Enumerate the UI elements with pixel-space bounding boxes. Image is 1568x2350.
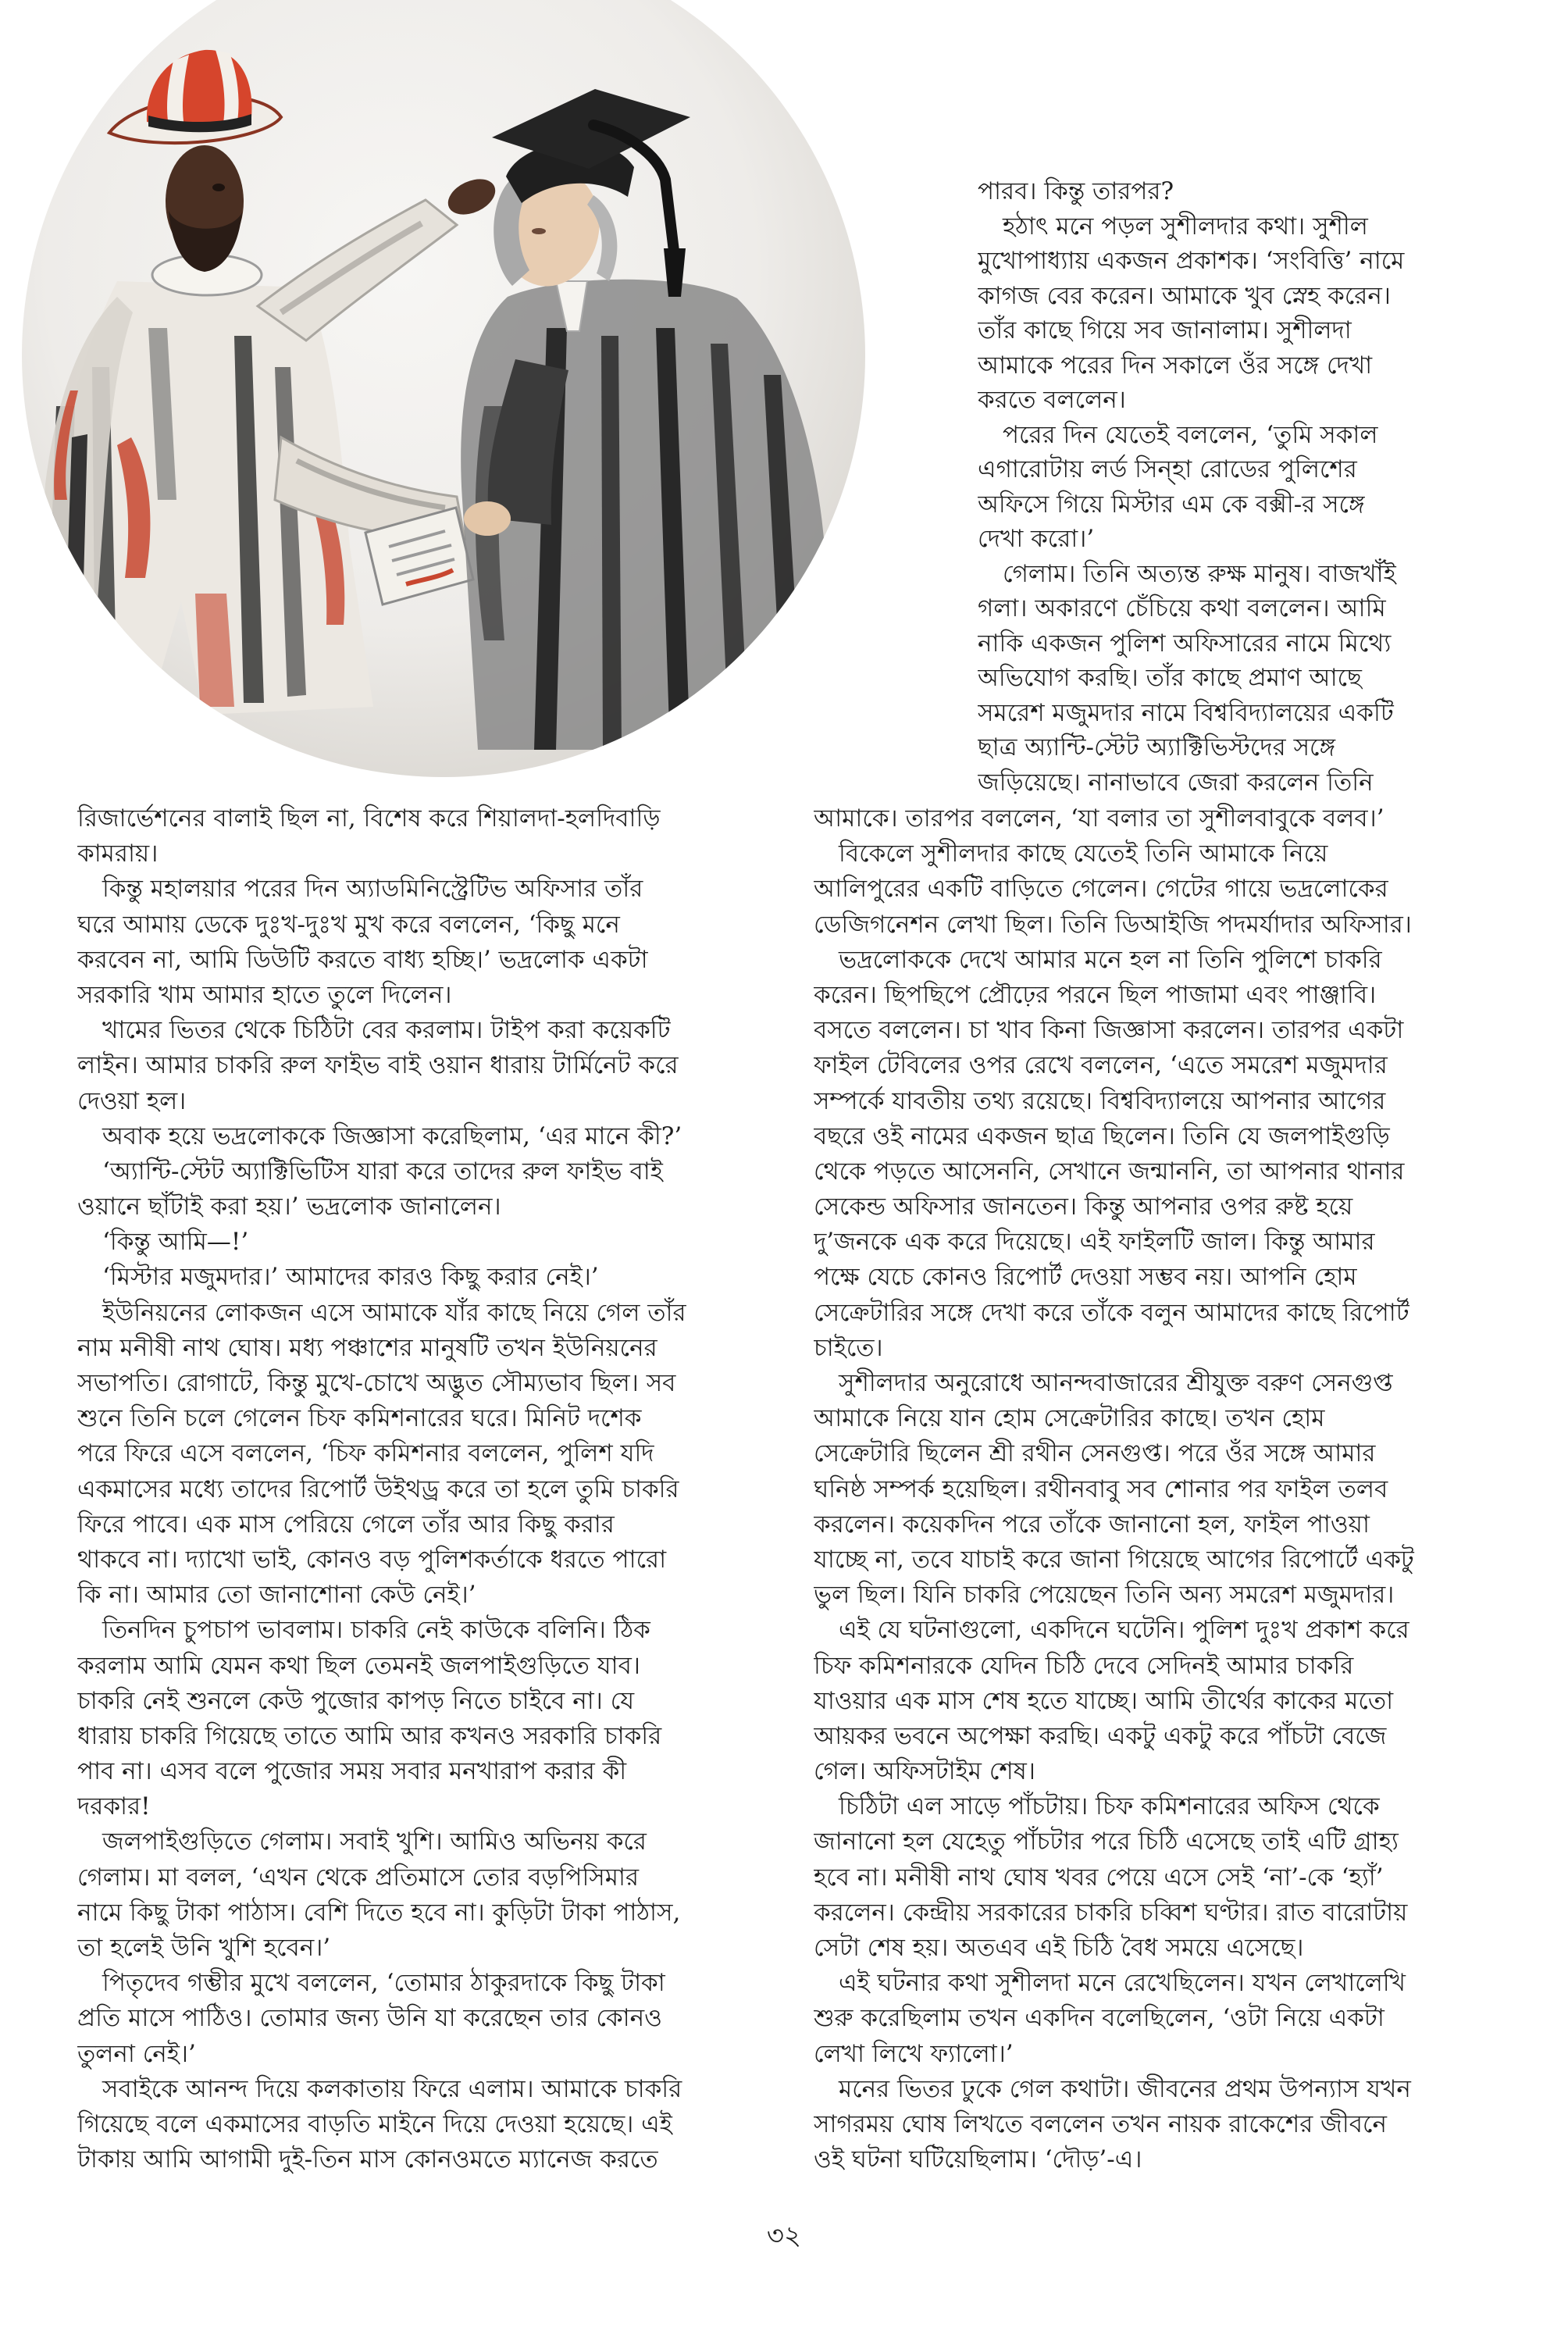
text-line: খামের ভিতর থেকে চিঠিটা বের করলাম। টাইপ করা কয়েকটি bbox=[102, 1016, 671, 1045]
text-line: এগারোটায় লর্ড সিন্‌হা রোডের পুলিশের bbox=[978, 455, 1357, 483]
text-line: সভাপতি। রোগাটে, কিন্তু মুখে-চোখে অদ্ভুত সৌম্যভাব ছিল। সব bbox=[77, 1369, 676, 1397]
text-line: থেকে পড়তে আসেননি, সেখানে জন্মাননি, তা আপনার থানার bbox=[814, 1157, 1405, 1186]
text-line: পাব না। এসব বলে পুজোর সময় সবার মনখারাপ করার কী bbox=[77, 1757, 627, 1786]
text-line: আয়কর ভবনে অপেক্ষা করছি। একটু একটু করে পাঁচটা বেজে bbox=[814, 1721, 1387, 1750]
text-line: রিজার্ভেশনের বালাই ছিল না, বিশেষ করে শিয়ালদা-হলদিবাড়ি bbox=[77, 804, 661, 833]
text-line: চিফ কমিশনারকে যেদিন চিঠি দেবে সেদিনই আমার চাকরি bbox=[814, 1651, 1354, 1680]
text-line: দেওয়া হল। bbox=[77, 1086, 187, 1115]
text-line: মনের ভিতর ঢুকে গেল কথাটা। জীবনের প্রথম উপন্যাস যখন bbox=[839, 2074, 1411, 2103]
text-line: লেখা লিখে ফ্যালো।’ bbox=[814, 2039, 1014, 2068]
text-line: কি না। আমার তো জানাশোনা কেউ নেই।’ bbox=[77, 1581, 476, 1610]
page-number: ৩২ bbox=[766, 2220, 802, 2252]
text-line: ওই ঘটনা ঘটিয়েছিলাম। ‘দৌড়’-এ। bbox=[814, 2145, 1142, 2174]
text-line: করবেন না, আমি ডিউটি করতে বাধ্য হচ্ছি।’ ভদ্রলোক একটা bbox=[77, 945, 648, 974]
text-line: করেন। ছিপছিপে প্রৌঢ়ের পরনে ছিল পাজামা এবং পাঞ্জাবি। bbox=[814, 980, 1377, 1009]
text-line: ইউনিয়নের লোকজন এসে আমাকে যাঁর কাছে নিয়ে গেল তাঁর bbox=[102, 1298, 686, 1327]
text-line: দু’জনকে এক করে দিয়েছে। এই ফাইলটি জাল। কিন্তু আমার bbox=[814, 1228, 1375, 1257]
text-line: পিতৃদেব গম্ভীর মুখে বললেন, ‘তোমার ঠাকুরদাকে কিছু টাকা bbox=[102, 1969, 665, 1998]
text-line: যাওয়ার এক মাস শেষ হতে যাচ্ছে। আমি তীর্থের কাকের মতো bbox=[814, 1686, 1394, 1715]
text-line: শুরু করেছিলাম তখন একদিন বলেছিলেন, ‘ওটা নিয়ে একটা bbox=[814, 2004, 1384, 2033]
text-line: ‘মিস্টার মজুমদার।’ আমাদের কারও কিছু করার নেই।’ bbox=[102, 1263, 599, 1292]
text-line: গেল। অফিসটাইম শেষ। bbox=[814, 1757, 1035, 1786]
text-line: দেখা করো।’ bbox=[978, 525, 1095, 553]
text-line: সম্পর্কে যাবতীয় তথ্য রয়েছে। বিশ্ববিদ্যালয়ে আপনার আগের bbox=[814, 1086, 1386, 1115]
text-line: তিনদিন চুপচাপ ভাবলাম। চাকরি নেই কাউকে বলিনি। ঠিক bbox=[102, 1616, 650, 1645]
text-line: গেলাম। মা বলল, ‘এখন থেকে প্রতিমাসে তোর বড়পিসিমার bbox=[77, 1863, 640, 1892]
text-line: আমাকে পরের দিন সকালে ওঁর সঙ্গে দেখা bbox=[978, 351, 1373, 380]
text-line: যাচ্ছে না, তবে যাচাই করে জানা গিয়েছে আগের রিপোর্টে একটু bbox=[814, 1545, 1414, 1574]
text-line: সমরেশ মজুমদার নামে বিশ্ববিদ্যালয়ের একটি bbox=[978, 698, 1394, 727]
text-line: পক্ষে যেচে কোনও রিপোর্ট দেওয়া সম্ভব নয়। আপনি হোম bbox=[814, 1263, 1357, 1292]
text-line: চাকরি নেই শুনলে কেউ পুজোর কাপড় নিতে চাইবে না। যে bbox=[77, 1686, 635, 1715]
text-line: ভুল ছিল। যিনি চাকরি পেয়েছেন তিনি অন্য সমরেশ মজুমদার। bbox=[814, 1581, 1395, 1610]
text-line: গলা। অকারণে চেঁচিয়ে কথা বললেন। আমি bbox=[978, 594, 1386, 622]
text-line: হবে না। মনীষী নাথ ঘোষ খবর পেয়ে এসে সেই ‘না’-কে ‘হ্যাঁ’ bbox=[814, 1863, 1384, 1892]
text-line: নামে কিছু টাকা পাঠাস। বেশি দিতে হবে না। কুড়িটা টাকা পাঠাস, bbox=[77, 1898, 681, 1927]
text-line: চাইতে। bbox=[814, 1333, 883, 1362]
text-line: করলেন। কয়েকদিন পরে তাঁকে জানানো হল, ফাইল পাওয়া bbox=[814, 1510, 1370, 1539]
text-line: সাগরময় ঘোষ লিখতে বললেন তখন নায়ক রাকেশের জীবনে bbox=[814, 2109, 1387, 2138]
text-line: এই যে ঘটনাগুলো, একদিনে ঘটেনি। পুলিশ দুঃখ প্রকাশ করে bbox=[839, 1616, 1409, 1645]
text-line: অবাক হয়ে ভদ্রলোককে জিজ্ঞাসা করেছিলাম, ‘এর মানে কী?’ bbox=[102, 1122, 682, 1150]
text-line: করতে বললেন। bbox=[978, 386, 1126, 414]
left-column bbox=[77, 801, 750, 2177]
right-column-top bbox=[978, 174, 1440, 800]
text-line: গেলাম। তিনি অত্যন্ত রুক্ষ মানুষ। বাজখাঁই bbox=[1003, 559, 1396, 588]
text-line: সবাইকে আনন্দ দিয়ে কলকাতায় ফিরে এলাম। আমাকে চাকরি bbox=[102, 2074, 682, 2103]
text-line: আমাকে। তারপর বললেন, ‘যা বলার তা সুশীলবাবুকে বলব।’ bbox=[814, 804, 1384, 833]
text-line: ‘অ্যান্টি-স্টেট অ্যাক্টিভিটিস যারা করে তাদের রুল ফাইভ বাই bbox=[102, 1157, 663, 1186]
text-line: কিন্তু মহালয়ার পরের দিন অ্যাডমিনিস্ট্রেটিভ অফিসার তাঁর bbox=[102, 875, 643, 904]
text-line: জড়িয়েছে। নানাভাবে জেরা করলেন তিনি bbox=[978, 768, 1374, 797]
text-line: শুনে তিনি চলে গেলেন চিফ কমিশনারের ঘরে। মিনিট দশেক bbox=[77, 1404, 642, 1433]
text-line: লাইন। আমার চাকরি রুল ফাইভ বাই ওয়ান ধারায় টার্মিনেট করে bbox=[77, 1051, 679, 1080]
text-line: ফাইল টেবিলের ওপর রেখে বললেন, ‘এতে সমরেশ মজুমদার bbox=[814, 1051, 1388, 1080]
text-line: হঠাৎ মনে পড়ল সুশীলদার কথা। সুশীল bbox=[1003, 212, 1368, 241]
text-line: দরকার! bbox=[77, 1792, 151, 1821]
text-line: সেক্রেটারি ছিলেন শ্রী রথীন সেনগুপ্ত। পরে ওঁর সঙ্গে আমার bbox=[814, 1439, 1376, 1468]
text-line: আলিপুরের একটি বাড়িতে গেলেন। গেটের গায়ে ভদ্রলোকের bbox=[814, 875, 1388, 904]
text-line: মুখোপাধ্যায় একজন প্রকাশক। ‘সংবিত্তি’ নামে bbox=[978, 247, 1405, 275]
text-line: তাঁর কাছে গিয়ে সব জানালাম। সুশীলদা bbox=[978, 316, 1352, 344]
text-line: নাম মনীষী নাথ ঘোষ। মধ্য পঞ্চাশের মানুষটি তখন ইউনিয়নের bbox=[77, 1333, 657, 1362]
text-line: ঘনিষ্ঠ সম্পর্ক হয়েছিল। রথীনবাবু সব শোনার পর ফাইল তলব bbox=[814, 1475, 1388, 1503]
illustration bbox=[0, 0, 890, 789]
text-line: টাকায় আমি আগামী দুই-তিন মাস কোনওমতে ম্যানেজ করতে bbox=[77, 2145, 658, 2174]
text-line: বছরে ওই নামের একজন ছাত্র ছিলেন। তিনি যে জলপাইগুড়ি bbox=[814, 1122, 1390, 1150]
text-line: একমাসের মধ্যে তাদের রিপোর্ট উইথড্র করে তা হলে তুমি চাকরি bbox=[77, 1475, 679, 1503]
text-line: করলেন। কেন্দ্রীয় সরকারের চাকরি চব্বিশ ঘণ্টার। রাত বারোটায় bbox=[814, 1898, 1408, 1927]
text-line: এই ঘটনার কথা সুশীলদা মনে রেখেছিলেন। যখন লেখালেখি bbox=[839, 1969, 1406, 1998]
text-line: প্রতি মাসে পাঠিও। তোমার জন্য উনি যা করেছেন তার কোনও bbox=[77, 2004, 662, 2033]
text-line: থাকবে না। দ্যাখো ভাই, কোনও বড় পুলিশকর্তাকে ধরতে পারো bbox=[77, 1545, 667, 1574]
text-line: সরকারি খাম আমার হাতে তুলে দিলেন। bbox=[77, 980, 452, 1009]
text-line: জলপাইগুড়িতে গেলাম। সবাই খুশি। আমিও অভিনয় করে bbox=[102, 1828, 647, 1856]
text-line: বিকেলে সুশীলদার কাছে যেতেই তিনি আমাকে নিয়ে bbox=[839, 840, 1328, 868]
text-line: অভিযোগ করছি। তাঁর কাছে প্রমাণ আছে bbox=[978, 664, 1362, 692]
text-line: করলাম আমি যেমন কথা ছিল তেমনই জলপাইগুড়িতে যাব। bbox=[77, 1651, 640, 1680]
text-line: ডেজিগনেশন লেখা ছিল। তিনি ডিআইজি পদমর্যাদার অফিসার। bbox=[814, 910, 1412, 939]
text-line: তুলনা নেই।’ bbox=[77, 2039, 196, 2068]
text-line: ছাত্র অ্যান্টি-স্টেট অ্যাক্টিভিস্টদের সঙ্গে bbox=[978, 733, 1336, 761]
text-line: কামরায়। bbox=[77, 840, 159, 868]
text-line: অফিসে গিয়ে মিস্টার এম কে বক্সী-র সঙ্গে bbox=[978, 490, 1365, 519]
text-line: ‘কিন্তু আমি—!’ bbox=[102, 1228, 249, 1257]
text-line: সেক্রেটারির সঙ্গে দেখা করে তাঁকে বলুন আমাদের কাছে রিপোর্ট bbox=[814, 1298, 1409, 1327]
text-line: গিয়েছে বলে একমাসের বাড়তি মাইনে দিয়ে দেওয়া হয়েছে। এই bbox=[77, 2109, 672, 2138]
text-line: ভদ্রলোককে দেখে আমার মনে হল না তিনি পুলিশে চাকরি bbox=[839, 945, 1382, 974]
text-line: ধারায় চাকরি গিয়েছে তাতে আমি আর কখনও সরকারি চাকরি bbox=[77, 1721, 662, 1750]
text-line: কাগজ বের করেন। আমাকে খুব স্নেহ করেন। bbox=[978, 281, 1391, 310]
text-line: সেটা শেষ হয়। অতএব এই চিঠি বৈধ সময়ে এসেছে। bbox=[814, 1934, 1304, 1962]
text-line: পরের দিন যেতেই বললেন, ‘তুমি সকাল bbox=[1003, 420, 1378, 449]
text-line: ঘরে আমায় ডেকে দুঃখ-দুঃখ মুখ করে বললেন, ‘কিছু মনে bbox=[77, 910, 620, 939]
text-line: নাকি একজন পুলিশ অফিসারের নামে মিথ্যে bbox=[978, 629, 1392, 658]
right-column bbox=[814, 801, 1438, 2177]
text-line: পারব। কিন্তু তারপর? bbox=[978, 177, 1174, 205]
text-line: চিঠিটা এল সাড়ে পাঁচটায়। চিফ কমিশনারের অফিস থেকে bbox=[839, 1792, 1380, 1821]
text-line: জানানো হল যেহেতু পাঁচটার পরে চিঠি এসেছে তাই এটি গ্রাহ্য bbox=[814, 1828, 1399, 1856]
text-line: বসতে বললেন। চা খাব কিনা জিজ্ঞাসা করলেন। তারপর একটা bbox=[814, 1016, 1404, 1045]
text-line: সেকেন্ড অফিসার জানতেন। কিন্তু আপনার ওপর রুষ্ট হয়ে bbox=[814, 1193, 1353, 1221]
text-line: সুশীলদার অনুরোধে আনন্দবাজারের শ্রীযুক্ত বরুণ সেনগুপ্ত bbox=[839, 1369, 1393, 1397]
text-line: ফিরে পাবে। এক মাস পেরিয়ে গেলে তাঁর আর কিছু করার bbox=[77, 1510, 615, 1539]
text-line: ওয়ানে ছাঁটাই করা হয়।’ ভদ্রলোক জানালেন। bbox=[77, 1193, 501, 1221]
text-line: তা হলেই উনি খুশি হবেন।’ bbox=[77, 1934, 331, 1962]
text-line: পরে ফিরে এসে বললেন, ‘চিফ কমিশনার বললেন, পুলিশ যদি bbox=[77, 1439, 654, 1468]
text-line: আমাকে নিয়ে যান হোম সেক্রেটারির কাছে। তখন হোম bbox=[814, 1404, 1325, 1433]
